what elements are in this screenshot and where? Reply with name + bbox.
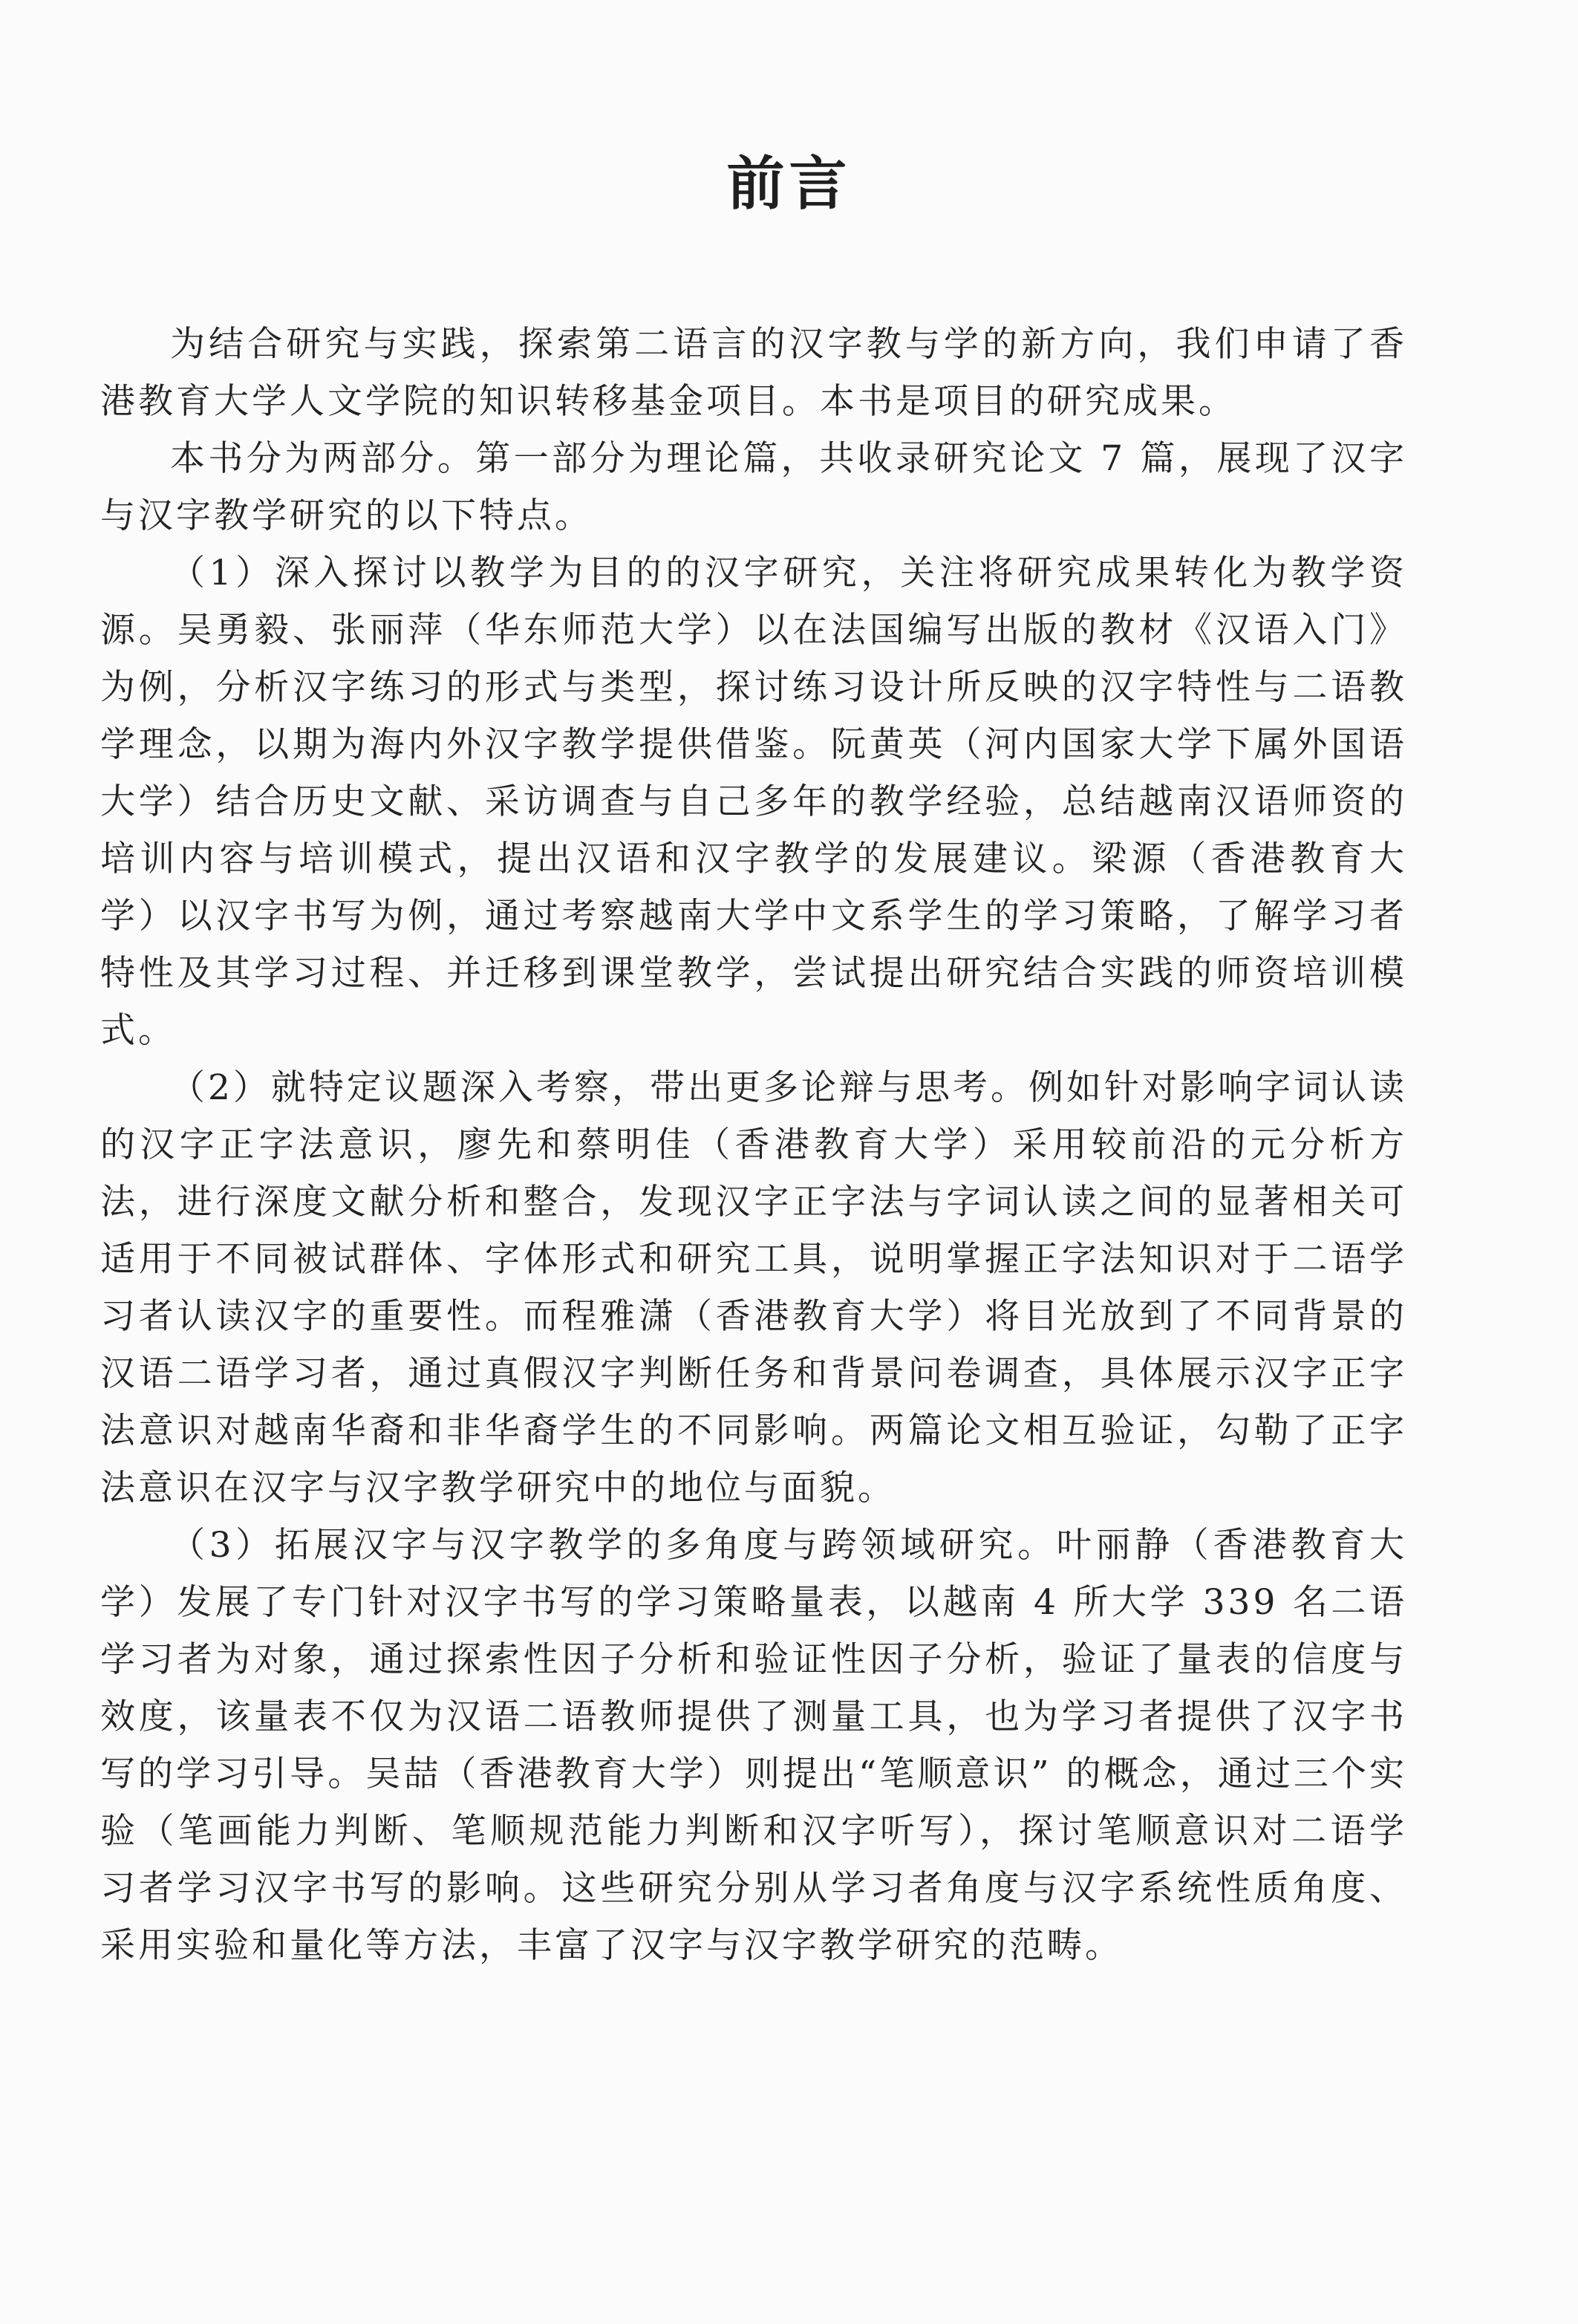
paragraph-point-2: （2）就特定议题深入考察，带出更多论辩与思考。例如针对影响字词认读的汉字正字法意识，廖先和蔡明佳（香港教育大学）采用较前沿的元分析方法，进行深度文献分析和整合，发现汉字正字法与字词认读之间的显著相关可适用于不同被试群体、字体形式和研究工具，说明掌握正字法知识对于二语学习者认读汉字的重要性。而程雅潇（香港教育大学）将目光放到了不同背景的汉语二语学习者，通过真假汉字判断任务和背景问卷调查，具体展示汉字正字法意识对越南华裔和非华裔学生的不同影响。两篇论文相互验证，勾勒了正字法意识在汉字与汉字教学研究中的地位与面貌。	[100, 1067, 1407, 1508]
paragraph-point-3: （3）拓展汉字与汉字教学的多角度与跨领域研究。叶丽静（香港教育大学）发展了专门针对汉字书写的学习策略量表，以越南 4 所大学 339 名二语学习者为对象，通过探索性因子分析和验证性因子分析，验证了量表的信度与效度，该量表不仅为汉语二语教师提供了测量工具，也为学习者提供了汉字书写的学习引导。吴喆（香港教育大学）则提出“笔顺意识” 的概念，通过三个实验（笔画能力判断、笔顺规范能力判断和汉字听写），探讨笔顺意识对二语学习者学习汉字书写的影响。这些研究分别从学习者角度与汉字系统性质角度、采用实验和量化等方法，丰富了汉字与汉字教学研究的范畴。	[100, 1525, 1407, 1966]
paragraph-intro: 为结合研究与实践，探索第二语言的汉字教与学的新方向，我们申请了香港教育大学人文学院的知识转移基金项目。本书是项目的研究成果。	[100, 324, 1407, 422]
page-title: 前言	[726, 150, 852, 218]
paragraph-point-1: （1）深入探讨以教学为目的的汉字研究，关注将研究成果转化为教学资源。吴勇毅、张丽萍（华东师范大学）以在法国编写出版的教材《汉语入门》为例，分析汉字练习的形式与类型，探讨练习设计所反映的汉字特性与二语教学理念，以期为海内外汉字教学提供借鉴。阮黄英（河内国家大学下属外国语大学）结合历史文献、采访调查与自己多年的教学经验，总结越南汉语师资的培训内容与培训模式，提出汉语和汉字教学的发展建议。梁源（香港教育大学）以汉字书写为例，通过考察越南大学中文系学生的学习策略，了解学习者特性及其学习过程、并迁移到课堂教学，尝试提出研究结合实践的师资培训模式。	[100, 553, 1407, 1051]
body-text	[100, 316, 1407, 1974]
paragraph-structure: 本书分为两部分。第一部分为理论篇，共收录研究论文 7 篇，展现了汉字与汉字教学研究的以下特点。	[100, 438, 1407, 536]
